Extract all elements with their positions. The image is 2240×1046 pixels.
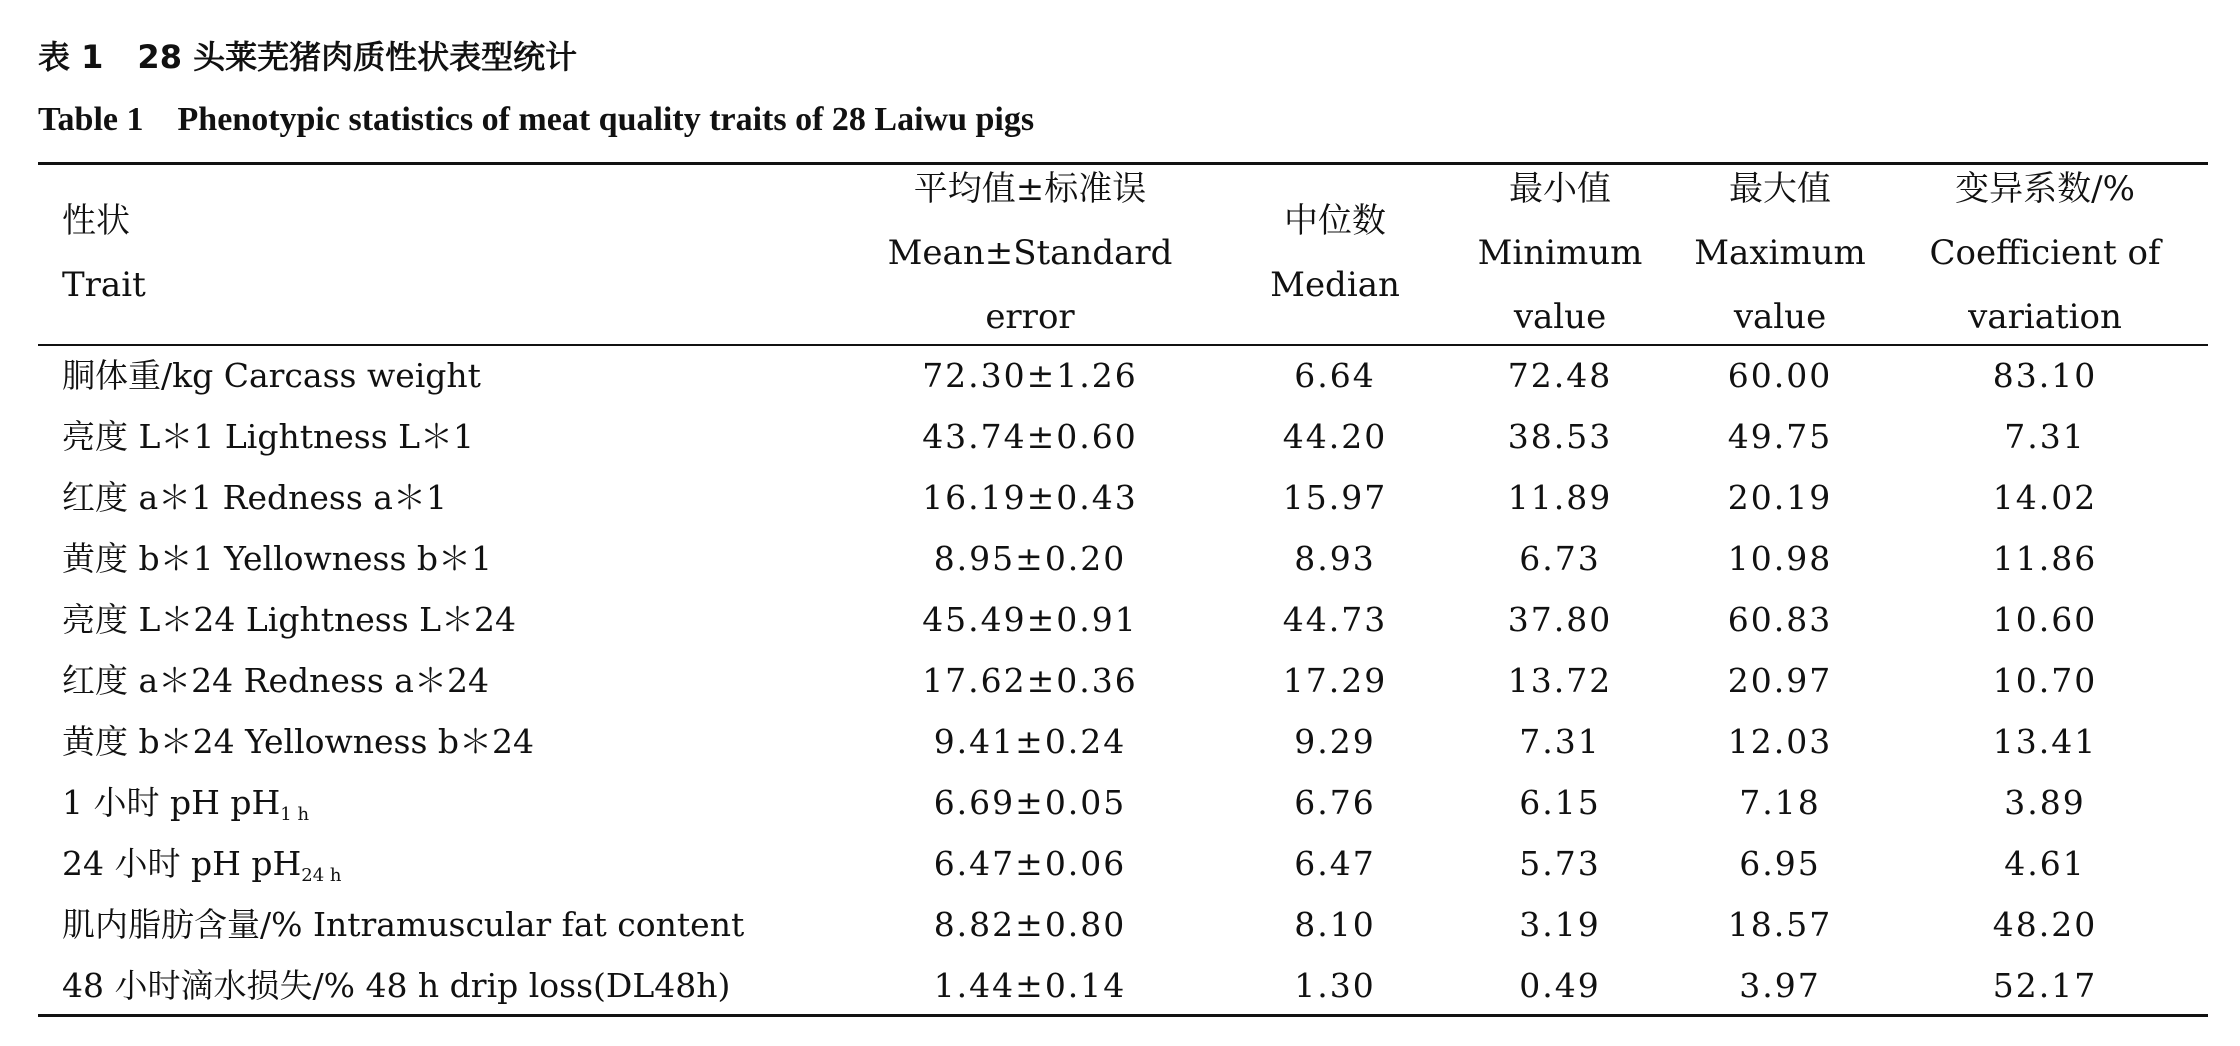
table-row bbox=[0, 955, 2240, 1016]
header-cv-cn: 变异系数/% bbox=[1955, 169, 2135, 209]
header-trait-en: Trait bbox=[62, 265, 146, 305]
cv-cell: 52.17 bbox=[1992, 966, 2098, 1005]
header-min-cn: 最小值 bbox=[1509, 169, 1611, 209]
median-cell: 8.93 bbox=[1294, 539, 1376, 578]
min-cell: 11.89 bbox=[1507, 478, 1613, 517]
trait-label: 红度 a＊24 Redness a＊24 bbox=[62, 661, 489, 700]
mean-cell: 8.82±0.80 bbox=[933, 905, 1127, 944]
trait-label: 亮度 L＊1 Lightness L＊1 bbox=[62, 417, 475, 456]
mean-cell: 8.95±0.20 bbox=[933, 539, 1127, 578]
header-median-en: Median bbox=[1270, 265, 1400, 305]
mean-cell: 16.19±0.43 bbox=[922, 478, 1138, 517]
cv-cell: 7.31 bbox=[2004, 417, 2086, 456]
mean-cell: 6.47±0.06 bbox=[933, 844, 1127, 883]
mean-cell: 9.41±0.24 bbox=[933, 722, 1127, 761]
max-cell: 20.19 bbox=[1727, 478, 1833, 517]
table-number-cn: 表 1 bbox=[38, 38, 104, 76]
table-bottom-rule bbox=[38, 1014, 2208, 1017]
header-min-en1: Minimum bbox=[1477, 233, 1643, 273]
header-mean-cn: 平均值±标准误 bbox=[913, 169, 1147, 209]
min-cell: 0.49 bbox=[1519, 966, 1601, 1005]
table-row bbox=[0, 589, 2240, 650]
cv-cell: 3.89 bbox=[2004, 783, 2086, 822]
header-max bbox=[1670, 162, 1890, 344]
cv-cell: 11.86 bbox=[1992, 539, 2098, 578]
max-cell: 60.00 bbox=[1727, 356, 1833, 395]
trait-cell bbox=[62, 833, 862, 894]
trait-subscript: 24 h bbox=[301, 865, 342, 886]
trait-label: 亮度 L＊24 Lightness L＊24 bbox=[62, 600, 517, 639]
header-mean bbox=[860, 162, 1200, 344]
table-title-cn: 28 头莱芜猪肉质性状表型统计 bbox=[137, 38, 578, 76]
max-cell: 12.03 bbox=[1727, 722, 1833, 761]
header-max-cn: 最大值 bbox=[1729, 169, 1831, 209]
table-row bbox=[0, 650, 2240, 711]
min-cell: 6.73 bbox=[1519, 539, 1601, 578]
table-number-en: Table 1 bbox=[38, 101, 144, 138]
table-row bbox=[0, 345, 2240, 406]
min-cell: 13.72 bbox=[1507, 661, 1613, 700]
table-row bbox=[0, 711, 2240, 772]
table-caption-en bbox=[38, 95, 1034, 145]
cv-cell: 48.20 bbox=[1992, 905, 2098, 944]
mean-cell: 72.30±1.26 bbox=[922, 356, 1138, 395]
cv-cell: 10.70 bbox=[1992, 661, 2098, 700]
median-cell: 44.20 bbox=[1282, 417, 1388, 456]
cv-cell: 4.61 bbox=[2004, 844, 2086, 883]
trait-label: 胴体重/kg Carcass weight bbox=[62, 356, 481, 395]
median-cell: 6.76 bbox=[1294, 783, 1376, 822]
header-cv-en2: variation bbox=[1968, 297, 2122, 337]
table-row bbox=[0, 406, 2240, 467]
trait-cell bbox=[62, 406, 862, 467]
min-cell: 5.73 bbox=[1519, 844, 1601, 883]
min-cell: 7.31 bbox=[1519, 722, 1601, 761]
median-cell: 17.29 bbox=[1282, 661, 1388, 700]
trait-cell bbox=[62, 894, 862, 955]
trait-cell bbox=[62, 589, 862, 650]
table-row bbox=[0, 833, 2240, 894]
trait-label: 24 小时 pH pH bbox=[62, 844, 302, 883]
min-cell: 38.53 bbox=[1507, 417, 1613, 456]
median-cell: 1.30 bbox=[1294, 966, 1376, 1005]
trait-cell bbox=[62, 711, 862, 772]
trait-subscript: 1 h bbox=[280, 804, 310, 825]
median-cell: 6.64 bbox=[1294, 356, 1376, 395]
trait-label: 1 小时 pH pH bbox=[62, 783, 281, 822]
max-cell: 7.18 bbox=[1739, 783, 1821, 822]
trait-cell bbox=[62, 345, 862, 406]
mean-cell: 1.44±0.14 bbox=[933, 966, 1127, 1005]
median-cell: 9.29 bbox=[1294, 722, 1376, 761]
cv-cell: 83.10 bbox=[1992, 356, 2098, 395]
max-cell: 49.75 bbox=[1727, 417, 1833, 456]
table-row bbox=[0, 894, 2240, 955]
max-cell: 10.98 bbox=[1727, 539, 1833, 578]
table-row bbox=[0, 528, 2240, 589]
table-row bbox=[0, 467, 2240, 528]
median-cell: 8.10 bbox=[1294, 905, 1376, 944]
header-min-en2: value bbox=[1513, 297, 1607, 337]
trait-label: 红度 a＊1 Redness a＊1 bbox=[62, 478, 447, 517]
median-cell: 44.73 bbox=[1282, 600, 1388, 639]
trait-cell bbox=[62, 650, 862, 711]
header-trait bbox=[62, 162, 462, 344]
mean-cell: 43.74±0.60 bbox=[922, 417, 1138, 456]
max-cell: 3.97 bbox=[1739, 966, 1821, 1005]
header-max-en1: Maximum bbox=[1694, 233, 1866, 273]
cv-cell: 13.41 bbox=[1992, 722, 2098, 761]
header-cv bbox=[1910, 162, 2180, 344]
header-mean-en2: error bbox=[985, 297, 1075, 337]
trait-label: 肌内脂肪含量/% Intramuscular fat content bbox=[62, 905, 745, 944]
trait-label: 黄度 b＊1 Yellowness b＊1 bbox=[62, 539, 493, 578]
header-median-cn: 中位数 bbox=[1284, 201, 1386, 241]
max-cell: 60.83 bbox=[1727, 600, 1833, 639]
trait-cell bbox=[62, 772, 862, 833]
trait-label: 黄度 b＊24 Yellowness b＊24 bbox=[62, 722, 535, 761]
table-caption-cn bbox=[38, 32, 577, 82]
cv-cell: 14.02 bbox=[1992, 478, 2098, 517]
trait-cell bbox=[62, 528, 862, 589]
table-row bbox=[0, 772, 2240, 833]
mean-cell: 17.62±0.36 bbox=[922, 661, 1138, 700]
median-cell: 6.47 bbox=[1294, 844, 1376, 883]
min-cell: 37.80 bbox=[1507, 600, 1613, 639]
median-cell: 15.97 bbox=[1282, 478, 1388, 517]
mean-cell: 6.69±0.05 bbox=[933, 783, 1127, 822]
mean-cell: 45.49±0.91 bbox=[922, 600, 1138, 639]
header-min bbox=[1450, 162, 1670, 344]
min-cell: 72.48 bbox=[1507, 356, 1613, 395]
table-body bbox=[0, 345, 2240, 1016]
max-cell: 18.57 bbox=[1727, 905, 1833, 944]
max-cell: 20.97 bbox=[1727, 661, 1833, 700]
min-cell: 3.19 bbox=[1519, 905, 1601, 944]
header-mean-en1: Mean±Standard bbox=[887, 233, 1173, 273]
trait-cell bbox=[62, 955, 862, 1016]
cv-cell: 10.60 bbox=[1992, 600, 2098, 639]
header-median bbox=[1240, 162, 1430, 344]
header-max-en2: value bbox=[1733, 297, 1827, 337]
table-title-en: Phenotypic statistics of meat quality traits of 28 Laiwu pigs bbox=[177, 101, 1035, 138]
max-cell: 6.95 bbox=[1739, 844, 1821, 883]
min-cell: 6.15 bbox=[1519, 783, 1601, 822]
header-cv-en1: Coefficient of bbox=[1929, 233, 2161, 273]
header-trait-cn: 性状 bbox=[62, 201, 130, 241]
trait-cell bbox=[62, 467, 862, 528]
trait-label: 48 小时滴水损失/% 48 h drip loss(DL48h) bbox=[62, 966, 731, 1005]
